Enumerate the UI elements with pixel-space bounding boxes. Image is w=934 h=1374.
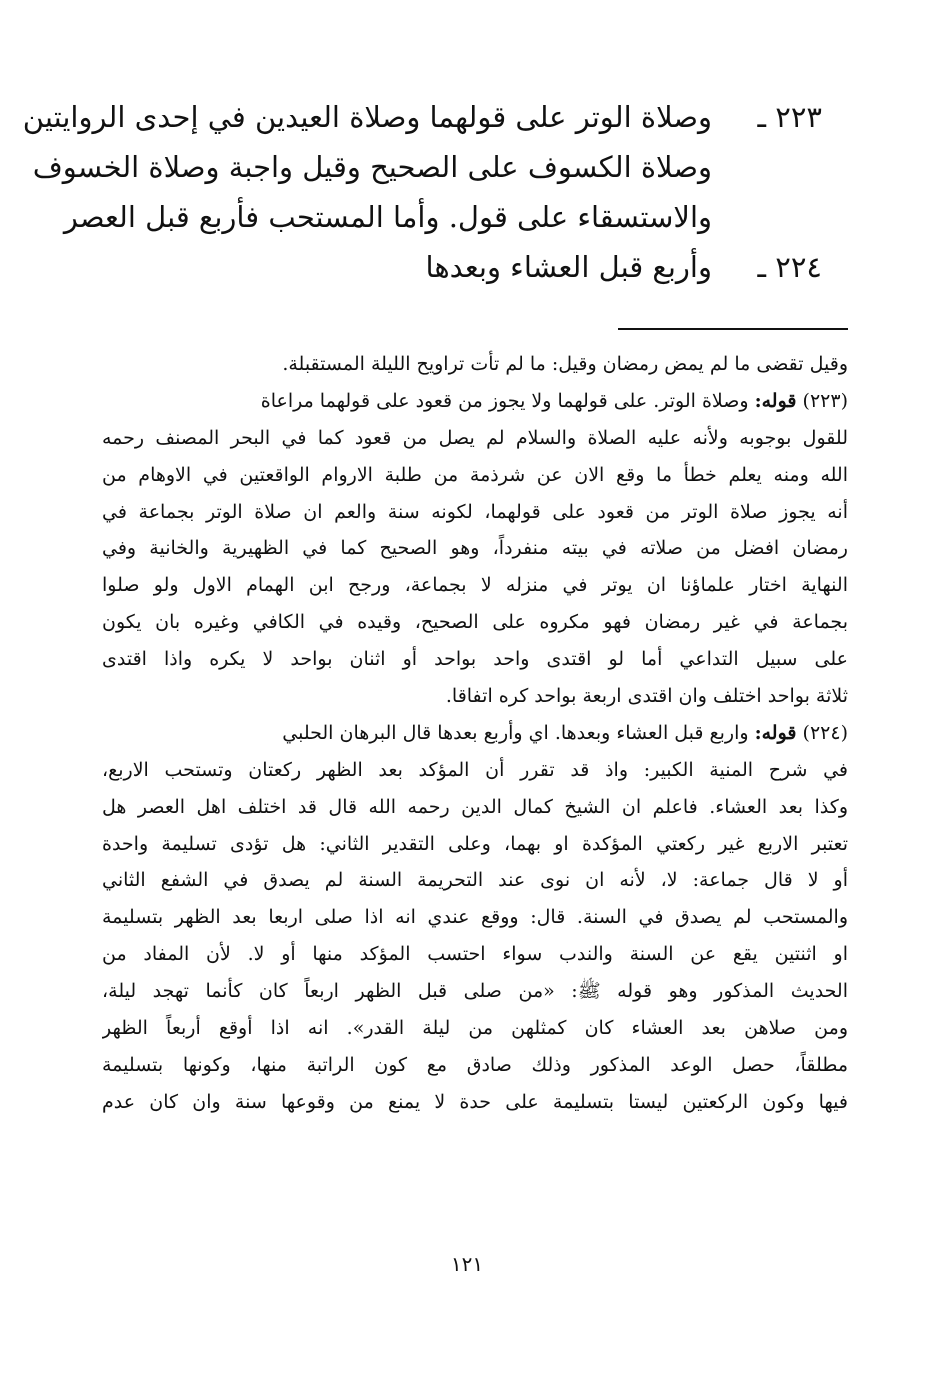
commentary-line bbox=[102, 826, 848, 863]
main-text-line bbox=[63, 192, 822, 242]
note-keyword: قوله: bbox=[754, 721, 797, 744]
commentary-line bbox=[102, 420, 848, 457]
commentary-text: النهاية اختار علماؤنا ان يوتر في منزله لا بجماعة، ورجح ابن الهمام الاول ولو صلوا bbox=[102, 574, 848, 597]
commentary-text: رمضان افضل من صلاته في بيته منفرداً، وهو الصحيح كما في الظهيرية والخانية وفي bbox=[102, 537, 848, 560]
commentary-line bbox=[102, 494, 848, 531]
commentary-text: الله ومنه يعلم خطأ ما وقع الان عن شرذمة من طلبة الاروام الواقعتين في الاوهام من bbox=[102, 463, 848, 486]
commentary-block bbox=[102, 346, 848, 1121]
commentary-text: واربع قبل العشاء وبعدها. اي وأربع بعدها قال البرهان الحلبي bbox=[282, 721, 749, 744]
main-text-line bbox=[22, 92, 822, 142]
commentary-line bbox=[102, 715, 848, 752]
commentary-line bbox=[102, 752, 848, 789]
commentary-line bbox=[102, 862, 848, 899]
footnote-divider bbox=[618, 328, 848, 330]
commentary-text: بجماعة في غير رمضان فهو مكروه على الصحيح، وقيده في الكافي وغيره بان يكون bbox=[102, 611, 848, 634]
main-text-line bbox=[102, 242, 822, 292]
commentary-line bbox=[102, 383, 848, 420]
main-text: والاستسقاء على قول. وأما المستحب فأربع قبل العصر bbox=[63, 200, 712, 234]
commentary-text: فيها وكون الركعتين ليستا بتسليمة على حدة لا يمنع من وقوعها سنة وان كان عدم bbox=[102, 1090, 848, 1113]
commentary-line bbox=[102, 530, 848, 567]
commentary-text: وقيل تقضى ما لم يمض رمضان وقيل: ما لم تأت تراويح الليلة المستقبلة. bbox=[282, 353, 848, 375]
commentary-text: الحديث المذكور وهو قوله ﷺ: «من صلى قبل الظهر اربعاً كان كأنما تهجد ليلة، bbox=[102, 980, 848, 1003]
commentary-line bbox=[102, 973, 848, 1010]
commentary-line bbox=[102, 604, 848, 641]
commentary-line bbox=[102, 1047, 848, 1084]
commentary-text: ومن صلاهن بعد العشاء كان كمثلهن من ليلة القدر». انه اذا أوقع أربعاً الظهر bbox=[102, 1017, 848, 1040]
note-number: (٢٢٣) bbox=[802, 389, 848, 412]
commentary-text: او اثنتين يقع عن السنة والندب سواء احتسب المؤكد منها أو لا. لأن المفاد من bbox=[102, 943, 848, 966]
commentary-line bbox=[102, 457, 848, 494]
commentary-line bbox=[102, 789, 848, 826]
main-text: وأربع قبل العشاء وبعدها bbox=[425, 250, 712, 284]
note-number: (٢٢٤) bbox=[802, 721, 848, 744]
commentary-line bbox=[102, 346, 848, 383]
commentary-text: وكذا بعد العشاء. فاعلم ان الشيخ كمال الدين رحمه الله قال قد اختلف اهل العصر هل bbox=[102, 795, 848, 818]
commentary-line bbox=[102, 567, 848, 604]
commentary-text: والمستحب لم يصدق في السنة. قال: ووقع عندي انه اذا صلى اربعا بعد الظهر بتسليمة bbox=[102, 906, 848, 929]
commentary-text: تعتبر الاربع غير ركعتي المؤكدة او بهما، وعلى التقدير الثاني: هل تؤدى تسليمة واحدة bbox=[102, 832, 848, 855]
main-text-block bbox=[22, 92, 822, 292]
entry-number: ٢٢٣ ـ bbox=[757, 100, 822, 134]
page-number: ١٢١ bbox=[450, 1252, 484, 1276]
main-text: وصلاة الوتر على قولهما وصلاة العيدين في إحدى الروايتين bbox=[22, 100, 712, 134]
commentary-text: أو لا قال جماعة: لا، لأنه ان نوى عند التحريمة السنة لم يصدق في الشفع الثاني bbox=[102, 869, 848, 892]
commentary-line bbox=[102, 641, 848, 678]
commentary-text: في شرح المنية الكبير: واذ قد تقرر أن المؤكد بعد الظهر ركعتان وتستحب الاربع، bbox=[102, 758, 848, 781]
commentary-line bbox=[102, 1010, 848, 1047]
commentary-text: مطلقاً، حصل الوعد المذكور وذلك صادق مع كون الراتبة منها، وكونها بتسليمة bbox=[102, 1053, 848, 1076]
main-text-line bbox=[32, 142, 822, 192]
main-text: وصلاة الكسوف على الصحيح وقيل واجبة وصلاة الخسوف bbox=[32, 150, 712, 184]
commentary-text: وصلاة الوتر. على قولهما ولا يجوز من قعود على قولهما مراعاة bbox=[260, 389, 749, 412]
commentary-text: للقول بوجوبه ولأنه عليه الصلاة والسلام لم يصل من قعود كما في البحر المصنف رحمه bbox=[102, 426, 848, 449]
commentary-text: أنه يجوز صلاة الوتر من قعود على قولهما، لكونه سنة والعم ان صلاة الوتر بجماعة في bbox=[102, 500, 848, 523]
commentary-text: ثلاثة بواحد اختلف وان اقتدى اربعة بواحد كره اتفاقا. bbox=[445, 685, 848, 708]
entry-number: ٢٢٤ ـ bbox=[757, 250, 822, 284]
commentary-line bbox=[102, 1084, 848, 1121]
commentary-text: على سبيل التداعي أما لو اقتدى واحد بواحد أو اثنان بواحد لا يكره واذا اقتدى bbox=[102, 648, 848, 671]
commentary-line bbox=[102, 936, 848, 973]
commentary-line bbox=[102, 899, 848, 936]
note-keyword: قوله: bbox=[754, 389, 797, 412]
commentary-line bbox=[102, 678, 848, 715]
